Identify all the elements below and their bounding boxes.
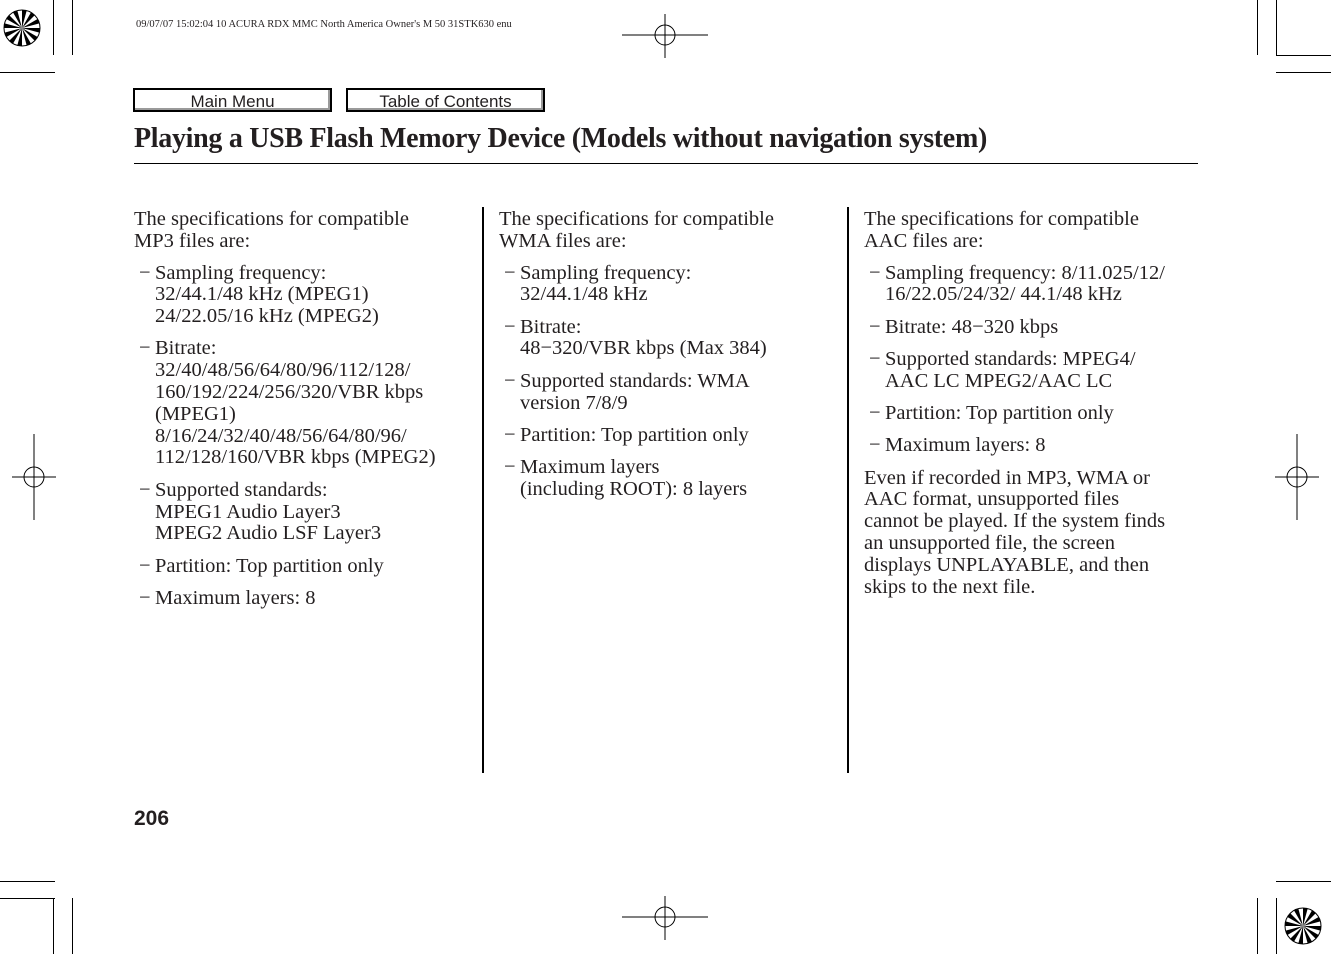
sunburst-mark-bottom-right <box>1283 906 1323 946</box>
spec-item-sampling-frequency: − Sampling frequency: 8/11.025/12/ 16/22.05/24/32/ 44.1/48 kHz <box>869 261 1165 306</box>
spec-item-supported-standards: − Supported standards: MPEG4/ AAC LC MPEG2/AAC LC <box>869 347 1136 392</box>
spec-item-supported-standards: − Supported standards: MPEG1 Audio Layer3 MPEG2 Audio LSF Layer3 <box>139 478 382 545</box>
column-divider <box>847 207 849 773</box>
spec-item-partition: − Partition: Top partition only <box>504 423 749 446</box>
spec-item-maximum-layers: − Maximum layers: 8 <box>869 434 1046 457</box>
main-menu-button[interactable]: Main Menu <box>133 88 332 112</box>
bullet-dash: − <box>504 261 516 284</box>
title-rule <box>134 163 1198 164</box>
registration-target-left <box>12 434 56 520</box>
spec-item-bitrate: − Bitrate: 48−320 kbps <box>869 315 1059 338</box>
table-of-contents-button[interactable]: Table of Contents <box>346 88 545 112</box>
sunburst-mark-top-left <box>2 8 42 48</box>
spec-item-partition: − Partition: Top partition only <box>869 402 1114 425</box>
bullet-dash: − <box>504 369 516 392</box>
bullet-dash: − <box>869 347 881 370</box>
bullet-dash: − <box>869 261 881 284</box>
bullet-dash: − <box>504 456 516 479</box>
spec-item-maximum-layers: − Maximum layers: 8 <box>139 586 316 609</box>
bullet-dash: − <box>869 402 881 425</box>
bullet-dash: − <box>139 554 151 577</box>
bullet-dash: − <box>504 315 516 338</box>
bullet-dash: − <box>869 434 881 457</box>
aac-spec-column <box>864 209 1199 598</box>
spec-item-supported-standards: − Supported standards: WMA version 7/8/9 <box>504 369 750 414</box>
bullet-dash: − <box>139 337 151 360</box>
column-divider <box>482 207 484 773</box>
spec-item-maximum-layers: − Maximum layers (including ROOT): 8 layers <box>504 456 748 500</box>
registration-target-bottom <box>622 896 708 940</box>
bullet-dash: − <box>869 315 881 338</box>
bullet-dash: − <box>504 423 516 446</box>
column-intro: The specifications for compatible AAC files are: <box>864 208 1139 252</box>
column-intro: The specifications for compatible WMA files are: <box>499 208 774 252</box>
spec-item-bitrate: − Bitrate: 48−320/VBR kbps (Max 384) <box>504 315 767 360</box>
bullet-dash: − <box>139 261 151 284</box>
bullet-dash: − <box>139 478 151 501</box>
print-metadata: 09/07/07 15:02:04 10 ACURA RDX MMC North America Owner's M 50 31STK630 enu <box>136 19 512 30</box>
unsupported-file-note: Even if recorded in MP3, WMA or AAC format, unsupported files cannot be played. If the system finds an unsupported file, the screen displays UNPLAYABLE, and then skips to the next file. <box>864 466 1166 598</box>
registration-target-right <box>1275 434 1319 520</box>
column-intro: The specifications for compatible MP3 files are: <box>134 208 409 252</box>
spec-item-bitrate: − Bitrate: 32/40/48/56/64/80/96/112/128/ 160/192/224/256/320/VBR kbps (MPEG1) 8/16/24/32/40/48/56/64/80/96/ 112/128/160/VBR kbps (MPEG2) <box>139 337 436 469</box>
page-title: Playing a USB Flash Memory Device (Models without navigation system) <box>134 123 987 154</box>
registration-target-top <box>622 14 708 58</box>
wma-spec-column <box>499 209 834 511</box>
spec-item-sampling-frequency: − Sampling frequency: 32/44.1/48 kHz (MPEG1) 24/22.05/16 kHz (MPEG2) <box>139 261 379 328</box>
spec-item-partition: − Partition: Top partition only <box>139 554 384 577</box>
page-number: 206 <box>134 807 170 830</box>
mp3-spec-column <box>134 209 469 620</box>
spec-item-sampling-frequency: − Sampling frequency: 32/44.1/48 kHz <box>504 261 692 306</box>
bullet-dash: − <box>139 586 151 609</box>
